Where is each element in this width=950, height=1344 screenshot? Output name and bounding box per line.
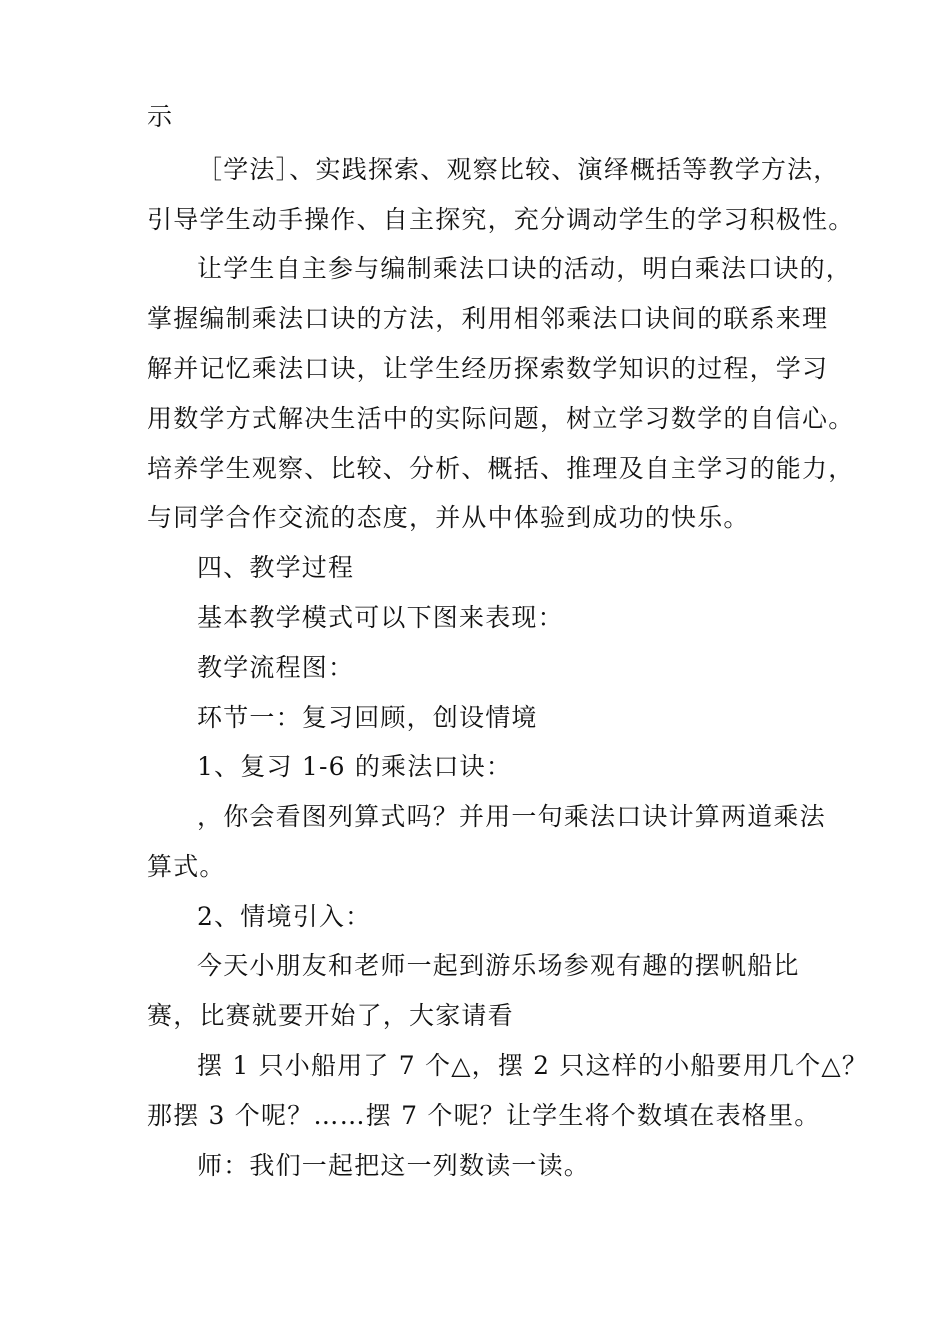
text-line: ，你会看图列算式吗？并用一句乘法口诀计算两道乘法 — [197, 802, 826, 831]
text-line: 让学生自主参与编制乘法口诀的活动，明白乘法口诀的， — [197, 254, 853, 283]
text-line: 摆 1 只小船用了 7 个△，摆 2 只这样的小船要用几个△？ — [197, 1051, 869, 1080]
text-line: 今天小朋友和老师一起到游乐场参观有趣的摆帆船比 — [197, 951, 800, 980]
text-line: 师：我们一起把这一列数读一读。 — [197, 1151, 591, 1180]
text-line: 2、情境引入： — [197, 902, 372, 931]
text-line: 培养学生观察、比较、分析、概括、推理及自主学习的能力， — [147, 454, 855, 483]
text-line: 基本教学模式可以下图来表现： — [197, 603, 564, 632]
text-line: ［学法］、实践探索、观察比较、演绎概括等教学方法， — [197, 155, 840, 184]
text-line: 赛，比赛就要开始了，大家请看 — [147, 1001, 514, 1030]
text-line: 掌握编制乘法口诀的方法，利用相邻乘法口诀间的联系来理 — [147, 304, 829, 333]
text-line: 用数学方式解决生活中的实际问题，树立学习数学的自信心。 — [147, 404, 855, 433]
text-line: 那摆 3 个呢？……摆 7 个呢？让学生将个数填在表格里。 — [147, 1101, 821, 1130]
text-line: 示 — [147, 102, 174, 131]
text-line: 与同学合作交流的态度，并从中体验到成功的快乐。 — [147, 503, 750, 532]
text-line: 1、复习 1-6 的乘法口诀： — [197, 752, 513, 781]
section-heading: 四、教学过程 — [197, 553, 355, 582]
text-line: 解并记忆乘法口诀，让学生经历探索数学知识的过程，学习 — [147, 354, 829, 383]
text-line: 引导学生动手操作、自主探究，充分调动学生的学习积极性。 — [147, 205, 855, 234]
text-line: 算式。 — [147, 852, 226, 881]
subsection-heading: 环节一：复习回顾，创设情境 — [197, 703, 538, 732]
text-line: 教学流程图： — [197, 653, 355, 682]
